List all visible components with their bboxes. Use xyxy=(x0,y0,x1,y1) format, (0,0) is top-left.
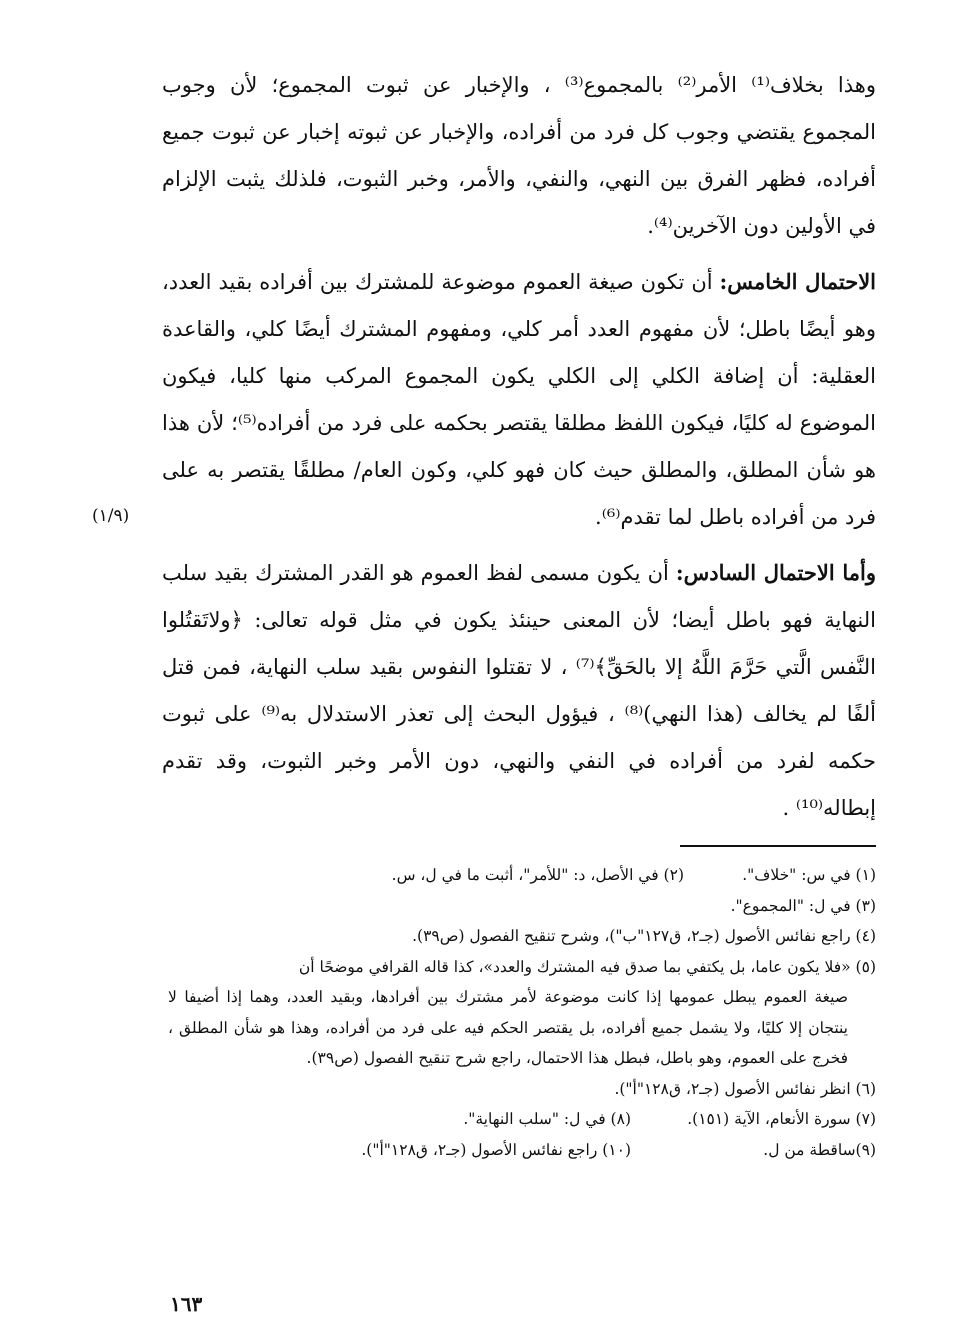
footnotes xyxy=(168,860,876,1165)
footnote-6: (٦) انظر نفائس الأصول (جـ٢، ق١٢٨"أ"). xyxy=(614,1079,876,1098)
paragraph-1 xyxy=(162,62,876,250)
footnote-10: (١٠) راجع نفائس الأصول (جـ٢، ق١٢٨"أ"). xyxy=(361,1140,631,1159)
paragraph-2-text: أن تكون صيغة العموم موضوعة للمشترك بين أفراده بقيد العدد، وهو أيضًا باطل؛ لأن مفهوم العدد أمر كلي، ومفهوم المشترك أيضًا كلي، والقاعدة العقلية: أن إضافة الكلي إلى الكلي يكون المجموع المركب منها كليا، فيكون الموضوع له كليًا، فيكون اللفظ مطلقا يقتصر بحكمه على فرد من أفراده⁽⁵⁾؛ لأن هذا هو شأن المطلق، والمطلق حيث كان فهو كلي، وكون العام/ مطلقًا يقتصر به على فرد من أفراده باطل لما تقدم⁽⁶⁾. xyxy=(162,270,876,529)
footnote-5-continuation: صيغة العموم يبطل عمومها إذا كانت موضوعة لأمر مشترك بين أفرادها، وبقيد العدد، وهما إذا أضيفا لا ينتجان إلا كليًا، ولا يشمل جميع أفراده، بل يقتصر الحكم فيه على فرد من أفراده، وهذا هو شأن المطلق ، فخرج على العموم، وهو باطل، فبطل هذا الاحتمال، راجع شرح تنقيح الفصول (ص٣٩). xyxy=(168,988,848,1067)
footnote-2: (٢) في الأصل، د: "للأمر"، أثبت ما في ل، س. xyxy=(391,866,684,884)
footnote-separator xyxy=(680,845,876,847)
paragraph-2-heading: الاحتمال الخامس: xyxy=(719,269,876,294)
footnote-4: (٤) راجع نفائس الأصول (جـ٢، ق١٢٧"ب")، وشرح تنقيح الفصول (ص٣٩). xyxy=(412,927,876,945)
footnote-row-9-10 xyxy=(168,1135,876,1166)
footnote-3: (٣) في ل: "المجموع". xyxy=(730,896,876,915)
paragraph-3-text: أن يكون مسمى لفظ العموم هو القدر المشترك بقيد سلب النهاية فهو باطل أيضا؛ لأن المعنى حينئذ يكون في مثل قوله تعالى: ﴿ولاتَقتُلوا النَّفس الَّتي حَرَّمَ اللَّهُ إلا بالحَقِّ﴾⁽⁷⁾ ، لا تقتلوا النفوس بقيد سلب النهاية، فمن قتل ألفًا لم يخالف (هذا النهي)⁽⁸⁾ ، فيؤول البحث إلى تعذر الاستدلال به⁽⁹⁾ على ثبوت حكمه لفرد من أفراده في النفي والنهي، دون الأمر وخبر الثبوت، وقد تقدم إبطاله⁽¹⁰⁾ . xyxy=(162,561,876,820)
page-number: ١٦٣ xyxy=(170,1292,203,1316)
footnote-5-first-line: (٥) «فلا يكون عاما، بل يكتفي بما صدق فيه المشترك والعدد»، كذا قاله القرافي موضحًا أن xyxy=(298,957,876,976)
paragraph-1-text: وهذا بخلاف⁽¹⁾ الأمر⁽²⁾ بالمجموع⁽³⁾ ، والإخبار عن ثبوت المجموع؛ لأن وجوب المجموع يقتضي وجوب كل فرد من أفراده، والإخبار عن ثبوته إخبار عن ثبوت جميع أفراده، فظهر الفرق بين النهي، والنفي، والأمر، وخبر الثبوت، فلذلك يثبت الإلزام في الأولين دون الآخرين⁽⁴⁾. xyxy=(162,73,876,238)
main-text xyxy=(162,62,876,832)
footnote-8: (٨) في ل: "سلب النهاية". xyxy=(463,1110,631,1128)
margin-folio-marker: (١/٩) xyxy=(92,506,130,526)
paragraph-2 xyxy=(162,258,876,541)
paragraph-3 xyxy=(162,549,876,832)
footnote-7: (٧) سورة الأنعام، الآية (١٥١). xyxy=(687,1110,876,1128)
paragraph-3-heading: وأما الاحتمال السادس: xyxy=(675,560,876,585)
footnote-9: (٩)ساقطة من ل. xyxy=(763,1140,876,1159)
footnote-row-7-8 xyxy=(168,1104,876,1135)
footnote-1: (١) في س: "خلاف". xyxy=(742,866,876,884)
footnote-row-1-2 xyxy=(168,860,876,891)
